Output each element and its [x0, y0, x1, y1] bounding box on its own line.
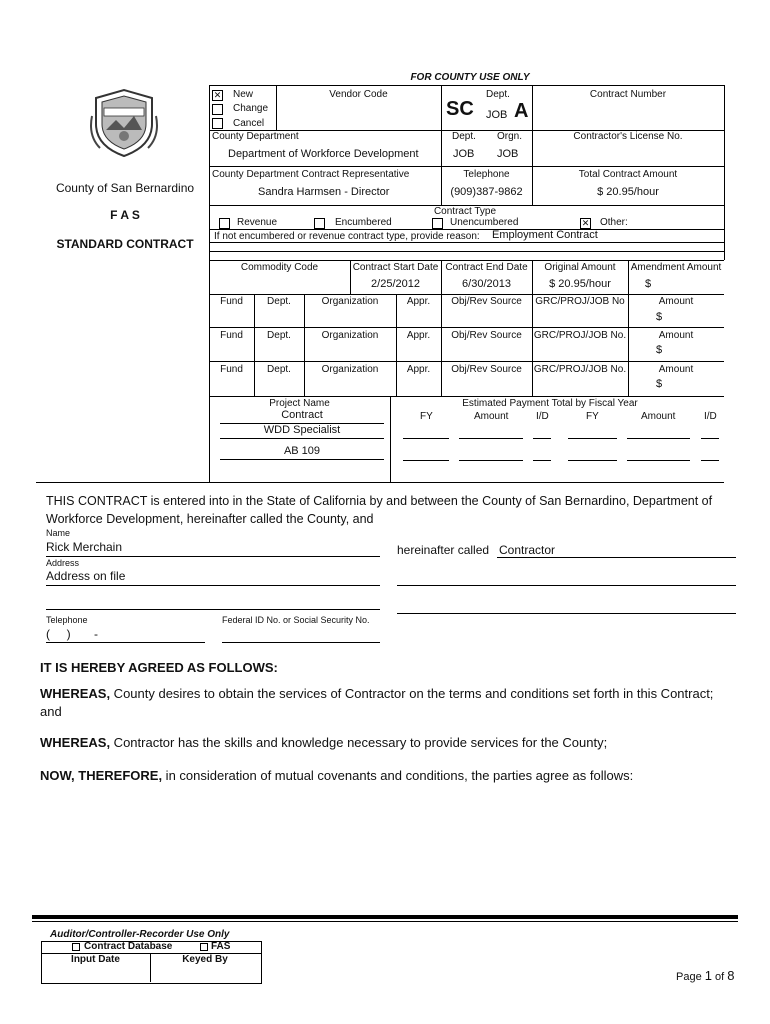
- total-amount-label: Total Contract Amount: [578, 169, 678, 180]
- row-line: [209, 166, 724, 167]
- start-date-label: Contract Start Date: [352, 262, 439, 273]
- fund-appr-label: Appr.: [406, 296, 431, 307]
- rep-value: Sandra Harmsen - Director: [258, 186, 390, 198]
- contract-database-label: Contract Database: [84, 941, 173, 952]
- address-value: Address on file: [46, 569, 126, 583]
- end-date-value: 6/30/2013: [462, 278, 511, 290]
- whereas-1: [40, 685, 730, 721]
- row-line: [209, 361, 724, 362]
- name-label: Name: [46, 528, 71, 538]
- change-label: Change: [233, 103, 269, 114]
- now-therefore: [40, 767, 730, 785]
- total-amount-value: $ 20.95/hour: [597, 186, 659, 198]
- row-line: [209, 85, 724, 86]
- fy-label-1: FY: [420, 411, 433, 422]
- row-line: [209, 251, 724, 252]
- keyed-by-label: Keyed By: [182, 954, 228, 965]
- dept-suffix: A: [514, 100, 529, 122]
- new-checkbox[interactable]: ✕: [213, 90, 222, 100]
- page-total: 8: [727, 968, 735, 983]
- page-num: 1: [704, 968, 712, 983]
- form-right-border: [724, 85, 725, 260]
- now-therefore-text: in consideration of mutual covenants and conditions, the parties agree as follows:: [162, 768, 634, 783]
- fy-label-2: FY: [586, 411, 599, 422]
- encumbered-label: Encumbered: [335, 217, 392, 228]
- project-name-label: Project Name: [269, 398, 330, 409]
- county-department-value: Department of Workforce Development: [228, 148, 419, 160]
- dept-label-2: Dept.: [452, 131, 476, 142]
- row-line: [209, 242, 724, 243]
- now-therefore-bold: NOW, THEREFORE,: [40, 768, 163, 783]
- license-label: Contractor's License No.: [573, 131, 683, 142]
- commodity-code-label: Commodity Code: [240, 262, 319, 273]
- fund-dept-label: Dept.: [267, 364, 291, 375]
- fund-grc-label: GRC/PROJ/JOB No: [535, 296, 625, 307]
- row-line: [209, 260, 724, 261]
- original-amount-value: $ 20.95/hour: [549, 278, 611, 290]
- fund-grc-label: GRC/PROJ/JOB No.: [533, 330, 627, 341]
- col-line: [441, 130, 442, 166]
- telephone-label: Telephone: [463, 169, 510, 180]
- amendment-amount-value: $: [645, 278, 652, 290]
- id-label-2: I/D: [704, 411, 717, 422]
- project-underline: [220, 438, 384, 439]
- new-label: New: [233, 89, 254, 100]
- encumbered-checkbox[interactable]: [314, 218, 325, 229]
- fund-dept-label: Dept.: [267, 296, 291, 307]
- unencumbered-label: Unencumbered: [450, 217, 519, 228]
- address-underline-3: [46, 609, 380, 610]
- change-checkbox[interactable]: [212, 104, 223, 115]
- start-date-value: 2/25/2012: [371, 278, 420, 290]
- standard-contract-title: STANDARD CONTRACT: [56, 237, 194, 251]
- vendor-code-label: Vendor Code: [329, 89, 388, 100]
- page-prefix: Page: [676, 971, 705, 983]
- estimated-payment-label: Estimated Payment Total by Fiscal Year: [462, 398, 638, 409]
- row-line: [209, 327, 724, 328]
- fund-amount-dollar: $: [656, 311, 663, 323]
- col-line: [390, 396, 391, 482]
- fund-label: Fund: [220, 296, 243, 307]
- county-department-label: County Department: [212, 131, 299, 142]
- cancel-label: Cancel: [233, 118, 265, 129]
- auditor-label: Auditor/Controller-Recorder Use Only: [50, 929, 230, 940]
- fas-title: F A S: [110, 208, 140, 222]
- contract-number-label: Contract Number: [589, 89, 667, 100]
- for-county-use-only: FOR COUNTY USE ONLY: [410, 72, 530, 83]
- fund-appr-label: Appr.: [406, 330, 431, 341]
- row-line: [209, 229, 724, 230]
- name-underline: [46, 556, 380, 557]
- agreement-heading-text: IT IS HEREBY AGREED AS FOLLOWS:: [40, 660, 278, 675]
- orgn-label: Orgn.: [497, 131, 523, 142]
- fund-grc-label: GRC/PROJ/JOB No.: [533, 364, 627, 375]
- telephone-underline: [46, 642, 205, 643]
- address-underline-4: [397, 613, 736, 614]
- name-value: Rick Merchain: [46, 540, 123, 554]
- col-line: [441, 85, 442, 130]
- telephone-field-value: ( ) -: [46, 627, 98, 641]
- contractor-underline: [497, 557, 736, 558]
- county-seal: [88, 86, 160, 160]
- end-date-label: Contract End Date: [445, 262, 528, 273]
- footer-rule-thin: [32, 921, 738, 922]
- dept-value-2: JOB: [453, 148, 475, 160]
- sc-code: SC: [446, 98, 474, 120]
- fund-amount-label: Amount: [658, 364, 694, 375]
- address-underline-2: [397, 585, 736, 586]
- input-date-label: Input Date: [71, 954, 120, 965]
- fund-obj-label: Obj/Rev Source: [451, 364, 522, 375]
- fund-label: Fund: [220, 364, 243, 375]
- amount-label-1: Amount: [474, 411, 509, 422]
- project-underline: [220, 459, 384, 460]
- project-line-3: AB 109: [283, 445, 321, 457]
- hereinafter-label: hereinafter called: [397, 543, 490, 557]
- unencumbered-checkbox[interactable]: [432, 218, 443, 229]
- other-label: Other:: [600, 217, 628, 228]
- form-left-border: [209, 85, 210, 482]
- rep-label: County Department Contract Representative: [212, 169, 410, 180]
- reason-value: Employment Contract: [492, 229, 598, 241]
- telephone-value: (909)387-9862: [450, 186, 523, 198]
- intro-paragraph: THIS CONTRACT is entered into in the State of California by and between the County of San Bernardino, Department of Workforce Development, hereinafter called the County, and: [46, 494, 713, 526]
- project-line-2: WDD Specialist: [263, 424, 341, 436]
- contract-type-label: Contract Type: [433, 206, 497, 217]
- whereas-1-bold: WHEREAS,: [40, 686, 111, 701]
- whereas-2-bold: WHEREAS,: [40, 735, 111, 750]
- fund-obj-label: Obj/Rev Source: [451, 296, 522, 307]
- fund-amount-dollar: $: [656, 378, 663, 390]
- fund-label: Fund: [220, 330, 243, 341]
- whereas-2-text: Contractor has the skills and knowledge necessary to provide services for the County;: [110, 735, 608, 750]
- amendment-amount-label: Amendment Amount: [630, 262, 722, 273]
- fund-dept-label: Dept.: [267, 330, 291, 341]
- whereas-1-text: County desires to obtain the services of Contractor on the terms and conditions set forth in this Contract; and: [40, 686, 714, 719]
- row-line: [209, 396, 724, 397]
- project-line-1: Contract: [281, 409, 323, 421]
- original-amount-label: Original Amount: [544, 262, 616, 273]
- row-line: [209, 294, 724, 295]
- address-underline: [46, 585, 380, 586]
- fund-org-label: Organization: [321, 364, 379, 375]
- fas-footer-label: FAS: [211, 941, 231, 952]
- amount-label-2: Amount: [641, 411, 676, 422]
- other-checkbox[interactable]: ✕: [581, 218, 590, 228]
- address-label: Address: [46, 558, 80, 568]
- telephone-field-label: Telephone: [46, 615, 88, 625]
- contractor-value: Contractor: [499, 543, 556, 557]
- page-of: of: [711, 971, 728, 983]
- revenue-checkbox[interactable]: [219, 218, 230, 229]
- fund-amount-label: Amount: [658, 296, 694, 307]
- fund-amount-label: Amount: [658, 330, 694, 341]
- page-number: [676, 968, 735, 983]
- footer-rule: [32, 915, 738, 919]
- fas-checkbox[interactable]: [200, 943, 208, 951]
- fund-org-label: Organization: [321, 330, 379, 341]
- fund-org-label: Organization: [321, 296, 379, 307]
- dept-label-1: Dept.: [486, 89, 510, 100]
- fund-appr-label: Appr.: [406, 364, 431, 375]
- federal-id-underline: [222, 642, 380, 643]
- reason-label: If not encumbered or revenue contract type, provide reason:: [214, 231, 480, 242]
- whereas-2: [40, 734, 730, 752]
- dept-value-1: JOB: [486, 109, 508, 121]
- row-line: [209, 482, 724, 483]
- frame-line: [36, 482, 209, 483]
- id-label-1: I/D: [536, 411, 549, 422]
- contract-database-checkbox[interactable]: [72, 943, 80, 951]
- orgn-value: JOB: [497, 148, 519, 160]
- fund-obj-label: Obj/Rev Source: [451, 330, 522, 341]
- federal-id-label: Federal ID No. or Social Security No.: [222, 615, 370, 625]
- fund-amount-dollar: $: [656, 344, 663, 356]
- agreement-heading: [40, 660, 278, 675]
- county-name: County of San Bernardino: [55, 181, 195, 195]
- cancel-checkbox[interactable]: [212, 118, 223, 129]
- revenue-label: Revenue: [237, 217, 278, 228]
